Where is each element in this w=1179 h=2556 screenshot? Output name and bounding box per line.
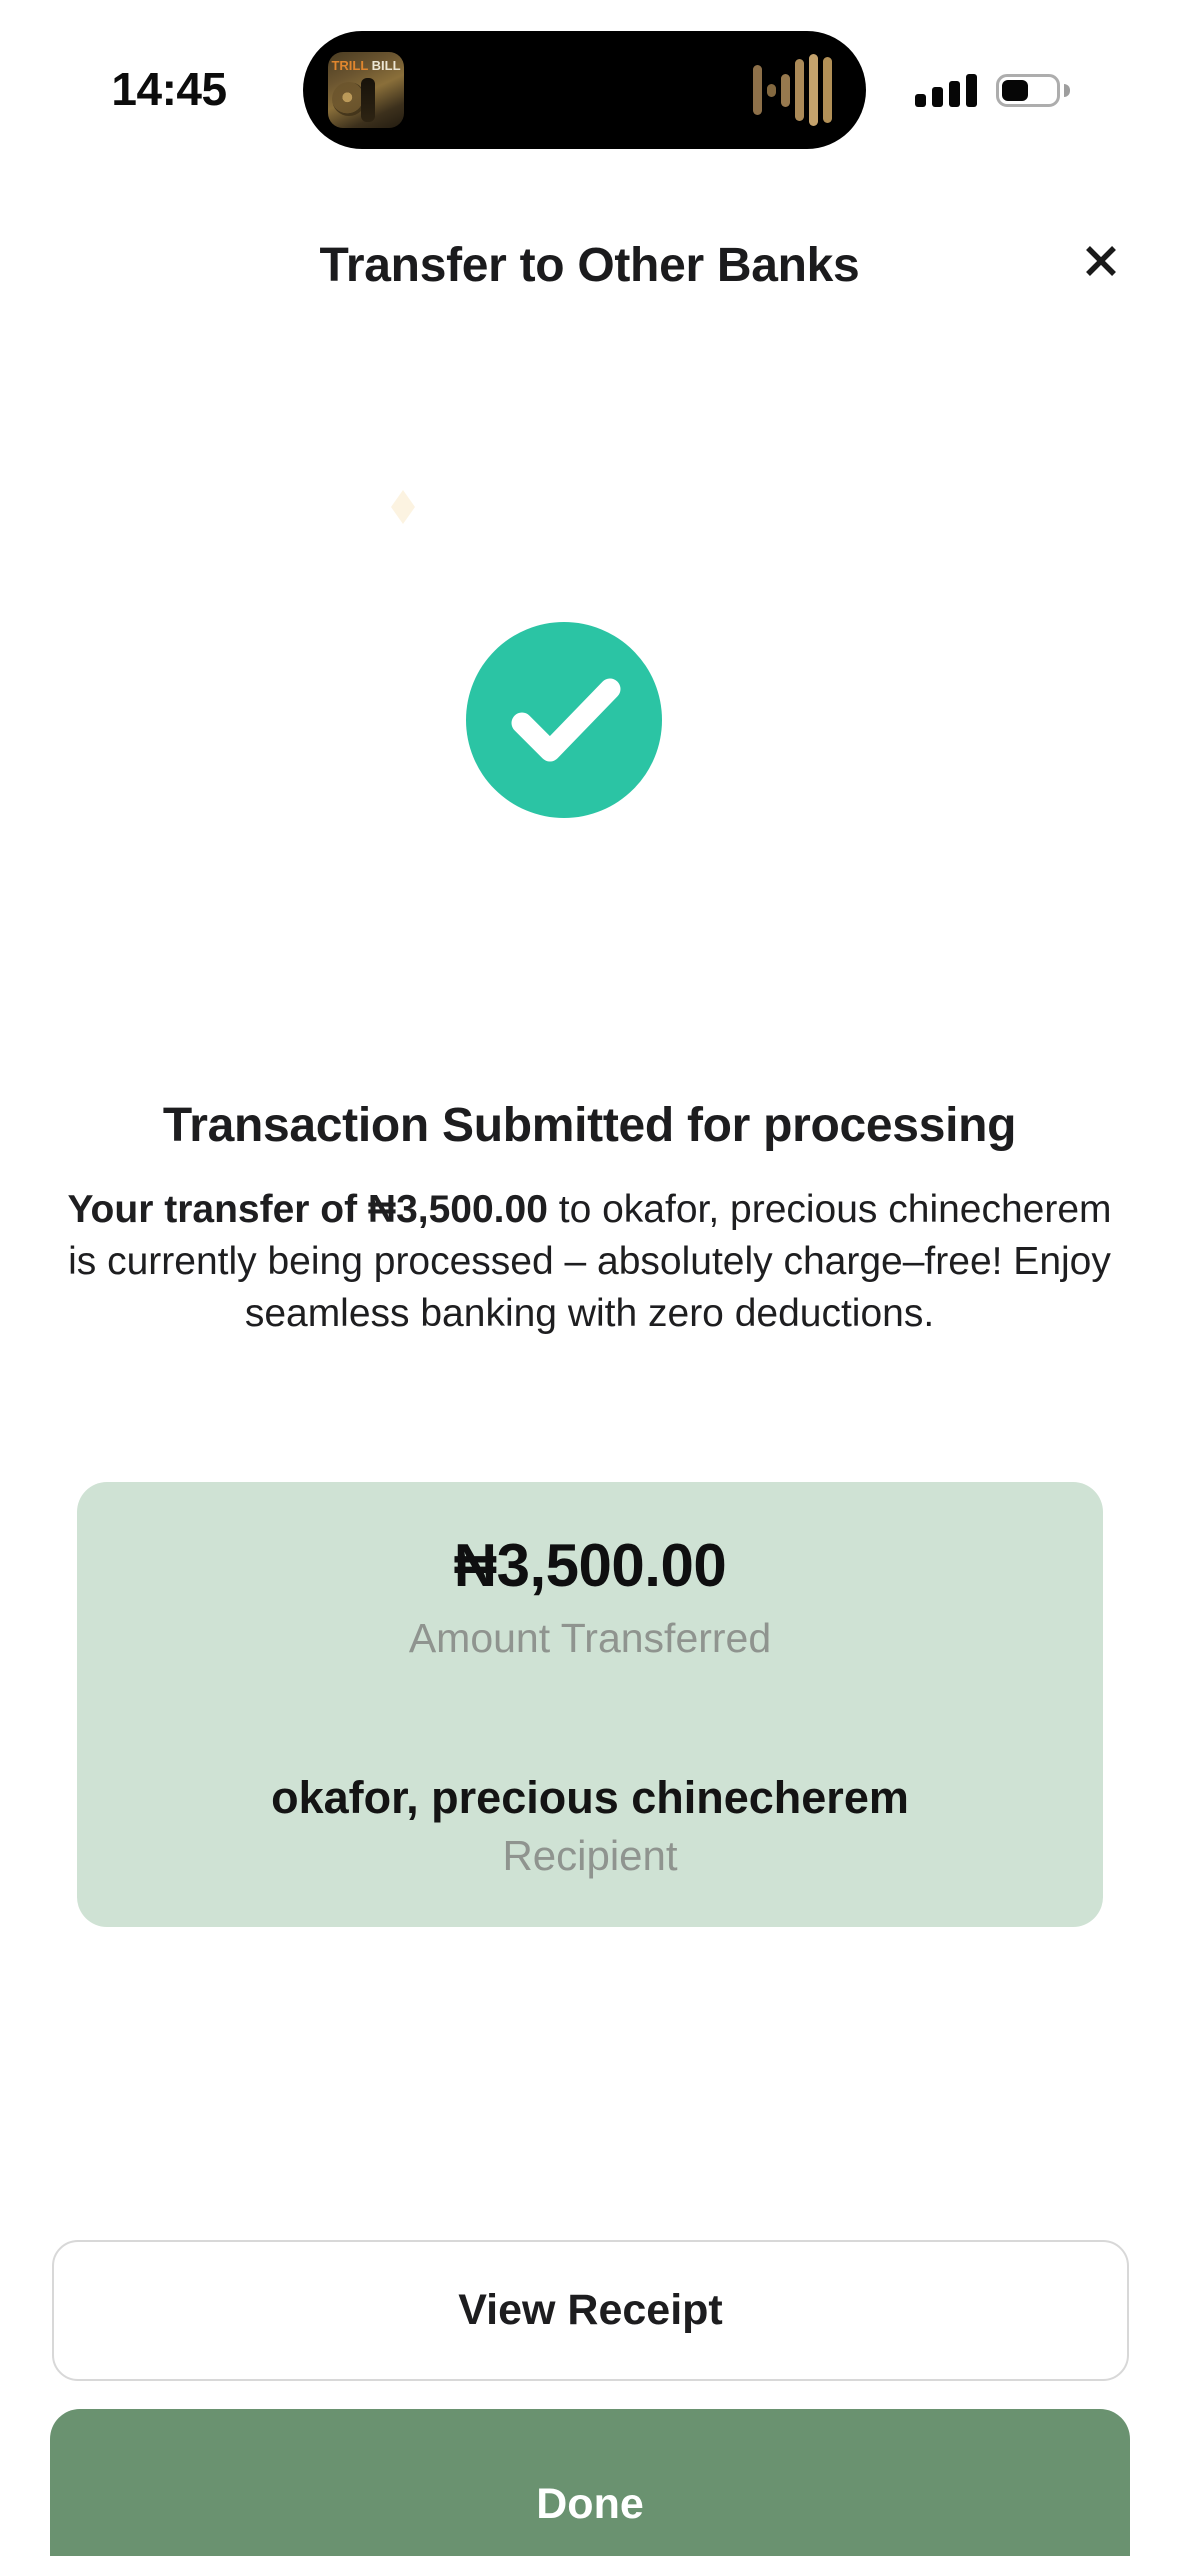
battery-icon (996, 74, 1060, 107)
audio-waveform-icon (753, 31, 832, 149)
result-message-body: to okafor, precious chinecherem is currently being processed – absolutely charge–free! Enjoy seamless banking with zero deductions. (68, 1188, 1112, 1335)
recipient-label: Recipient (502, 1832, 678, 1879)
view-receipt-button[interactable] (52, 2240, 1129, 2381)
sparkle-decoration (391, 490, 415, 524)
amount-label: Amount Transferred (408, 1615, 772, 1661)
done-button[interactable] (50, 2409, 1130, 2556)
result-message (64, 1184, 1115, 1340)
recipient-value: okafor, precious chinecherem (271, 1772, 909, 1823)
battery-cap (1064, 84, 1070, 97)
amount-value: ₦3,500.00 (453, 1532, 727, 1599)
result-message-amount: Your transfer of ₦3,500.00 (67, 1188, 548, 1231)
done-label: Done (536, 2479, 644, 2528)
album-art-title: TRILL BILL (331, 58, 401, 73)
view-receipt-label: View Receipt (458, 2286, 723, 2334)
page-title: Transfer to Other Banks (319, 239, 860, 292)
check-icon (466, 622, 662, 818)
dynamic-island[interactable] (303, 31, 866, 149)
cellular-signal-icon (915, 74, 985, 107)
success-check-badge (466, 622, 662, 818)
result-heading: Transaction Submitted for processing (162, 1099, 1017, 1152)
close-button[interactable] (1074, 234, 1128, 288)
now-playing-album-art (328, 52, 404, 128)
album-art-figure-graphic (361, 78, 375, 122)
battery-level (1002, 80, 1028, 101)
close-icon (1081, 241, 1121, 281)
transaction-summary-card (77, 1482, 1103, 1927)
status-time: 14:45 (111, 63, 227, 115)
